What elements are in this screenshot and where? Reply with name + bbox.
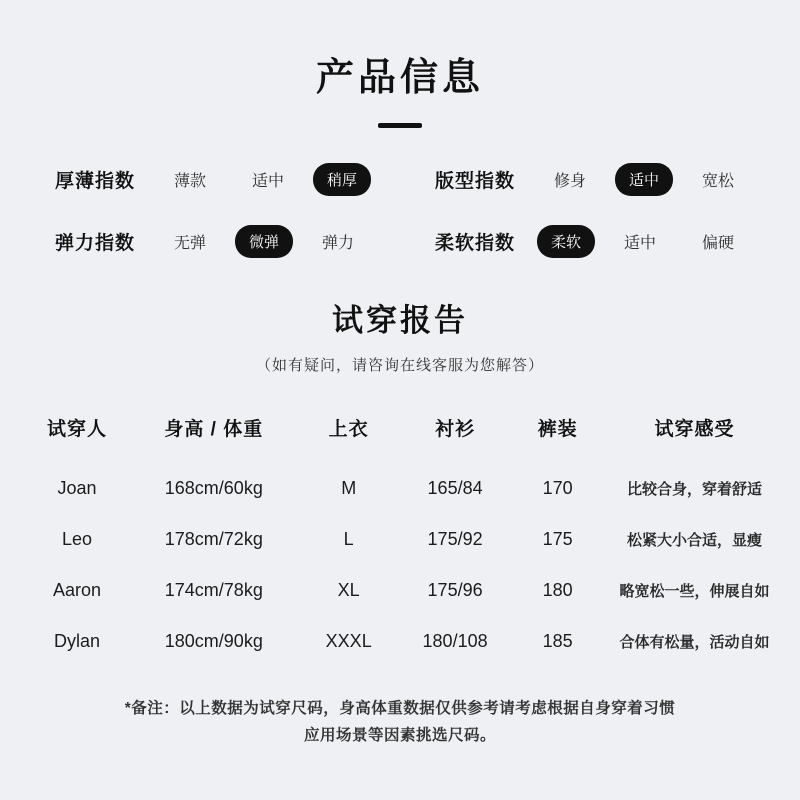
table-cell-shirt-size: 165/84 <box>427 478 483 498</box>
index-options <box>151 163 377 196</box>
table-row <box>20 616 780 667</box>
footnote-line: 应用场景等因素挑选尺码。 <box>303 727 496 744</box>
size-table <box>0 401 800 667</box>
index-option: 偏硬 <box>702 234 735 252</box>
index-options <box>531 225 757 258</box>
table-cell-name: Dylan <box>53 631 101 651</box>
index-options <box>531 163 757 196</box>
index-label: 厚薄指数 <box>55 170 136 192</box>
table-cell-shirt-size: 180/108 <box>422 631 488 651</box>
page-title: 产品信息 <box>315 57 484 99</box>
index-group-thickness <box>55 163 405 196</box>
index-option: 适中 <box>624 234 657 252</box>
table-cell-top-size: XXXL <box>325 631 372 651</box>
table-cell-height-weight: 180cm/90kg <box>164 631 263 651</box>
index-options <box>151 225 377 258</box>
table-cell-top-size: M <box>341 478 357 498</box>
index-option: 薄款 <box>173 172 206 190</box>
report-subtitle: （如有疑问，请咨询在线客服为您解答） <box>255 357 544 374</box>
index-label: 柔软指数 <box>435 232 516 254</box>
table-cell-feel: 松紧大小合适，显瘦 <box>626 532 762 549</box>
table-cell-shirt-size: 175/96 <box>427 580 483 600</box>
table-header-cell: 试穿人 <box>46 418 107 440</box>
table-cell-pants-size: 170 <box>542 478 573 498</box>
report-section <box>0 302 800 375</box>
index-option: 无弹 <box>173 234 206 252</box>
index-group-stretch <box>55 225 405 258</box>
table-row <box>20 514 780 565</box>
table-cell-feel: 合体有松量，活动自如 <box>619 634 770 651</box>
index-option: 修身 <box>553 172 586 190</box>
index-row-2 <box>0 210 800 272</box>
table-cell-name: Aaron <box>52 580 102 600</box>
table-cell-pants-size: 175 <box>542 529 573 549</box>
index-option: 弹力 <box>322 234 355 252</box>
table-cell-height-weight: 168cm/60kg <box>164 478 263 498</box>
index-option-selected: 稍厚 <box>313 163 371 196</box>
report-title: 试穿报告 <box>332 303 468 338</box>
table-cell-height-weight: 174cm/78kg <box>164 580 263 600</box>
index-group-fit <box>435 163 785 196</box>
footnote-line: *备注：以上数据为试穿尺码，身高体重数据仅供参考请考虑根据自身穿着习惯 <box>124 700 676 717</box>
table-header-cell: 身高 / 体重 <box>164 418 264 440</box>
table-header-cell: 试穿感受 <box>654 418 735 440</box>
table-cell-name: Leo <box>61 529 93 549</box>
table-cell-shirt-size: 175/92 <box>427 529 483 549</box>
table-header-cell: 裤装 <box>537 418 578 440</box>
index-label: 版型指数 <box>435 170 516 192</box>
title-divider <box>378 123 422 128</box>
table-cell-name: Joan <box>57 478 97 498</box>
table-cell-feel: 略宽松一些，伸展自如 <box>619 583 770 600</box>
index-row-1 <box>0 148 800 210</box>
table-row <box>20 463 780 514</box>
index-option-selected: 适中 <box>615 163 673 196</box>
index-option: 适中 <box>251 172 284 190</box>
page-header <box>0 0 800 128</box>
table-cell-pants-size: 180 <box>542 580 573 600</box>
index-section <box>0 148 800 272</box>
table-cell-top-size: L <box>343 529 354 549</box>
table-header-row <box>20 401 780 453</box>
table-cell-feel: 比较合身，穿着舒适 <box>626 481 762 498</box>
table-header-cell: 上衣 <box>328 418 369 440</box>
index-group-softness <box>435 225 785 258</box>
table-row <box>20 565 780 616</box>
index-label: 弹力指数 <box>55 232 136 254</box>
index-option-selected: 微弹 <box>235 225 293 258</box>
index-option-selected: 柔软 <box>537 225 595 258</box>
index-option: 宽松 <box>702 172 735 190</box>
table-cell-height-weight: 178cm/72kg <box>164 529 263 549</box>
table-header-cell: 衬衫 <box>435 418 476 440</box>
table-cell-top-size: XL <box>337 580 360 600</box>
table-cell-pants-size: 185 <box>542 631 573 651</box>
footnote <box>0 695 800 749</box>
